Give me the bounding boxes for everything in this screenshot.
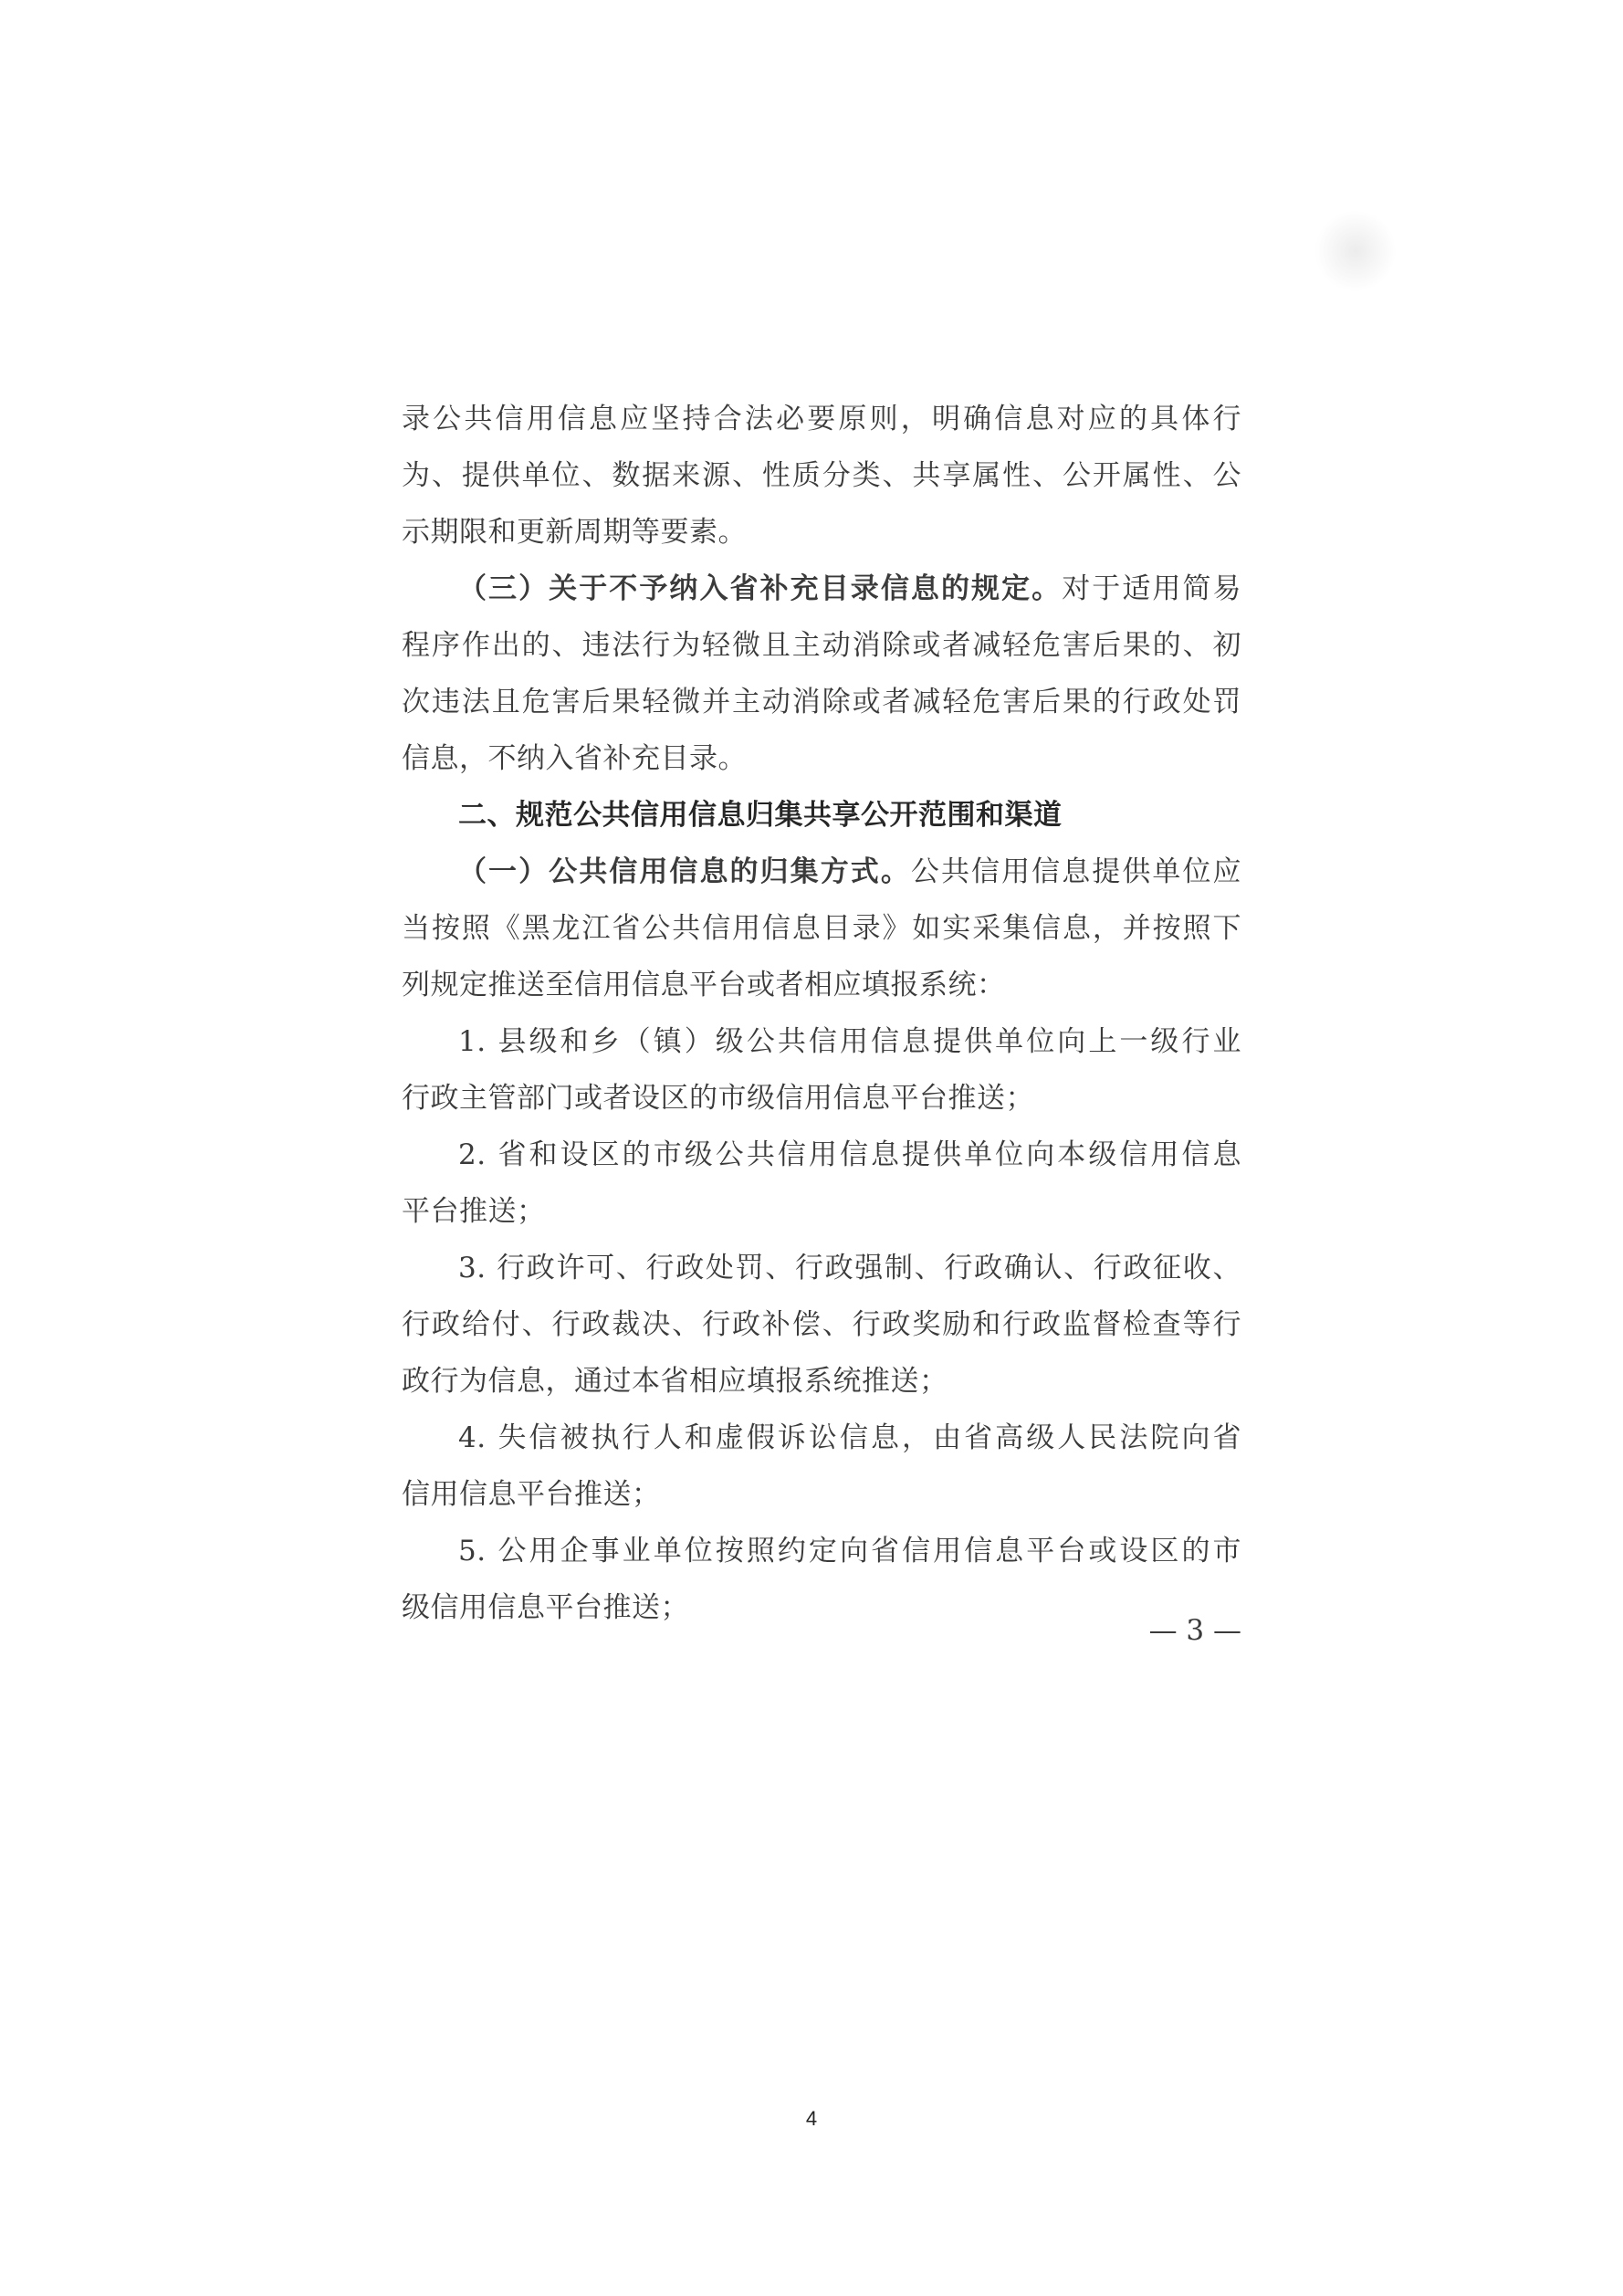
list-item-2-line-2: 平台推送； [402,1195,546,1228]
list-item-5-line-2: 级信用信息平台推送； [402,1591,689,1624]
paragraph-2-line-2: 程序作出的、违法行为轻微且主动消除或者减轻危害后果的、初 [402,629,1241,662]
paragraph-1-line-2: 为、提供单位、数据来源、性质分类、共享属性、公开属性、公 [402,459,1241,492]
paragraph-3-line-3: 列规定推送至信用信息平台或者相应填报系统： [402,969,1006,1001]
document-body [402,391,1241,1636]
list-item-3-line-2: 行政给付、行政裁决、行政补偿、行政奖励和行政监督检查等行 [402,1308,1241,1341]
paragraph-1-line-3: 示期限和更新周期等要素。 [402,516,747,549]
paragraph-2-lead: （三）关于不予纳入省补充目录信息的规定。 [458,572,1063,605]
list-item-4-line-2: 信用信息平台推送； [402,1478,661,1511]
paragraph-3-line-2: 当按照《黑龙江省公共信用信息目录》如实采集信息，并按照下 [402,912,1241,945]
list-item-3-line-3: 政行为信息，通过本省相应填报系统推送； [402,1365,948,1398]
scan-shadow [1314,210,1397,292]
paragraph-2-line-4: 信息，不纳入省补充目录。 [402,742,747,775]
pdf-page-number: 4 [805,2107,818,2130]
paragraph-3-line-1 [402,844,1241,900]
paragraph-2-line-1-rest: 对于适用简易 [1062,572,1242,605]
paragraph-3-line-1-rest: 公共信用信息提供单位应 [910,855,1242,888]
list-item-1-line-2: 行政主管部门或者设区的市级信用信息平台推送； [402,1082,1034,1115]
list-item-3-line-1: 3. 行政许可、行政处罚、行政强制、行政确认、行政征收、 [458,1252,1241,1284]
paragraph-1-line-1: 录公共信用信息应坚持合法必要原则，明确信息对应的具体行 [402,403,1241,435]
paragraph-3-lead: （一）公共信用信息的归集方式。 [458,855,911,888]
list-item-4-line-1: 4. 失信被执行人和虚假诉讼信息，由省高级人民法院向省 [458,1421,1241,1454]
paragraph-2-line-3: 次违法且危害后果轻微并主动消除或者减轻危害后果的行政处罚 [402,686,1241,718]
paragraph-2-line-1 [402,561,1241,617]
section-heading-2: 二、规范公共信用信息归集共享公开范围和渠道 [458,799,1063,832]
list-item-5-line-1: 5. 公用企事业单位按照约定向省信用信息平台或设区的市 [458,1535,1241,1567]
list-item-1-line-1: 1. 县级和乡（镇）级公共信用信息提供单位向上一级行业 [458,1025,1241,1058]
list-item-2-line-1: 2. 省和设区的市级公共信用信息提供单位向本级信用信息 [458,1138,1241,1171]
document-page-number: — 3 — [1148,1614,1241,1647]
